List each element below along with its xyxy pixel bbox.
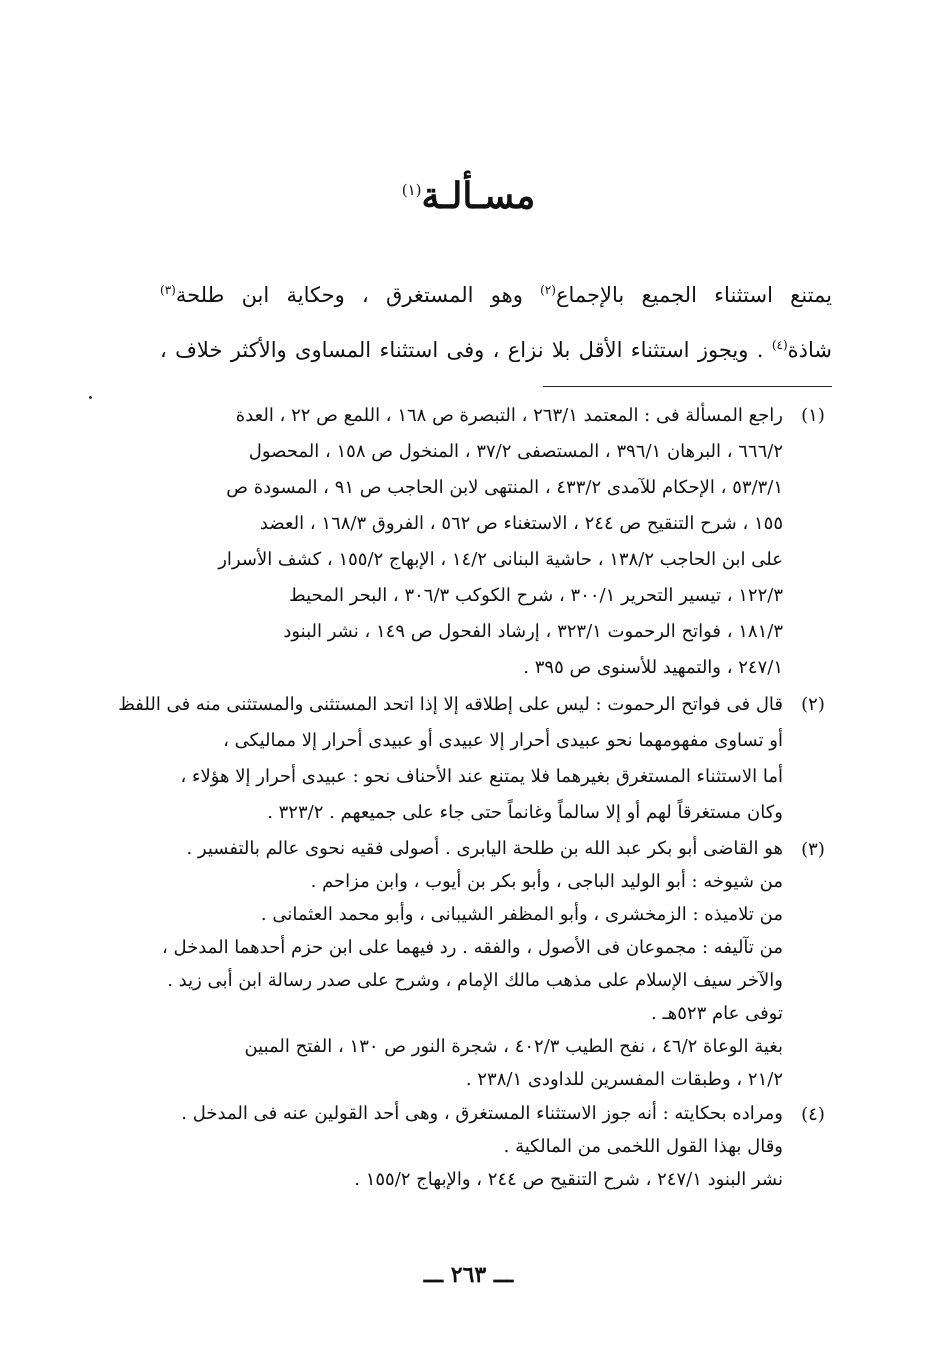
footnote-line: راجع المسألة فى : المعتمد ٢٦٣/١ ، التبصرة ص ١٦٨ ، اللمع ص ٢٢ ، العدة: [235, 405, 783, 426]
footnote-line: ٢٤٧/١ ، والتمهيد للأسنوى ص ٣٩٥ .: [523, 657, 783, 678]
footnote-line: ١٥٥ ، شرح التنقيح ص ٢٤٤ ، الاستغناء ص ٥٦٢ ، الفروق ١٦٨/٣ ، العضد: [259, 513, 783, 534]
footnote-2: [105, 687, 835, 831]
main-text-segment: شاذة: [787, 338, 832, 362]
footnote-line: ١٨١/٣ ، فواتح الرحموت ٣٢٣/١ ، إرشاد الفحول ص ١٤٩ ، نشر البنود: [283, 621, 783, 642]
footnotes: [105, 398, 835, 1197]
section-title-footnote-ref: (١): [401, 181, 422, 199]
footnote-line: من تآليفه : مجموعان فى الأصول ، والفقه . رد فيهما على ابن حزم أحدهما المدخل ،: [161, 937, 783, 958]
footnote-line: هو القاضى أبو بكر عبد الله بن طلحة اليابرى . أصولى فقيه نحوى عالم بالتفسير .: [186, 838, 783, 859]
footnote-ref-4: (٤): [771, 338, 788, 352]
footnote-line: بغية الوعاة ٤٦/٢ ، نفح الطيب ٤٠٢/٣ ، شجرة النور ص ١٣٠ ، الفتح المبين: [244, 1036, 783, 1057]
footnote-line: أو تساوى مفهومهما نحو عبيدى أحرار إلا عبيدى أو عبيدى أحرار إلا مماليكى ،: [223, 730, 783, 751]
footnote-number: (٢): [801, 694, 825, 715]
footnote-number: (١): [801, 405, 825, 426]
footnote-line: قال فى فواتح الرحموت : ليس على إطلاقه إلا إذا اتحد المستثنى والمستثنى منه فى اللفظ: [118, 694, 783, 715]
footnote-line: ١٢٢/٣ ، تيسير التحرير ٣٠٠/١ ، شرح الكوكب ٣٠٦/٣ ، البحر المحيط: [288, 585, 783, 606]
section-title-text: مسـألـة: [421, 175, 536, 217]
main-paragraph-line-1: [160, 265, 832, 320]
section-title: [0, 175, 937, 217]
footnote-line: من شيوخه : أبو الوليد الباجى ، وأبو بكر بن أيوب ، وابن مزاحم .: [310, 871, 783, 892]
footnote-separator: [543, 386, 832, 387]
page-speck: [89, 396, 92, 399]
footnote-line: ٢١/٢ ، وطبقات المفسرين للداودى ٢٣٨/١ .: [465, 1069, 783, 1090]
footnote-1: [105, 398, 835, 686]
footnote-line: توفى عام ٥٢٣هـ .: [651, 1003, 783, 1024]
footnote-line: ٥٣/٣/١ ، الإحكام للآمدى ٤٣٣/٢ ، المنتهى لابن الحاجب ص ٩١ ، المسودة ص: [226, 477, 783, 498]
footnote-ref-2: (٢): [540, 283, 556, 297]
footnote-line: على ابن الحاجب ١٣٨/٢ ، حاشية البنانى ١٤/٢ ، الإبهاج ١٥٥/٢ ، كشف الأسرار: [218, 549, 783, 570]
footnote-line: ومراده بحكايته : أنه جوز الاستثناء المستغرق ، وهى أحد القولين عنه فى المدخل .: [181, 1103, 783, 1124]
footnote-line: والآخر سيف الإسلام على مذهب مالك الإمام ، وشرح على صدر رسالة ابن أبى زيد .: [167, 970, 783, 991]
footnote-line: من تلاميذه : الزمخشرى ، وأبو المظفر الشيبانى ، وأبو محمد العثمانى .: [260, 904, 783, 925]
footnote-ref-3: (٣): [160, 283, 176, 297]
main-text-segment: . ويجوز استثناء الأقل بلا نزاع ، وفى استثناء المساوى والأكثر خلاف ،: [160, 338, 772, 362]
main-text-segment: وهو المستغرق ، وحكاية ابن طلحة: [175, 283, 541, 307]
footnote-number: (٤): [801, 1104, 825, 1125]
page-number: ـــ ٢٦٣ ـــ: [423, 1262, 514, 1288]
footnote-line: وقال بهذا القول اللخمى من المالكية .: [503, 1136, 783, 1157]
main-paragraph: [160, 265, 832, 375]
footnote-3: [105, 832, 835, 1096]
main-paragraph-line-2: [160, 320, 832, 375]
footnote-line: نشر البنود ٢٤٧/١ ، شرح التنقيح ص ٢٤٤ ، والإبهاج ١٥٥/٢ .: [354, 1169, 783, 1190]
footnote-4: [105, 1097, 835, 1196]
footnote-line: وكان مستغرقاً لهم أو إلا سالماً وغانماً حتى جاء على جميعهم . ٣٢٣/٢ .: [267, 802, 783, 823]
footnote-number: (٣): [801, 839, 825, 860]
main-text-segment: يمتنع استثناء الجميع بالإجماع: [555, 283, 832, 307]
footnote-line: ٦٦٦/٢ ، البرهان ٣٩٦/١ ، المستصفى ٣٧/٢ ، المنخول ص ١٥٨ ، المحصول: [248, 441, 783, 462]
footnote-line: أما الاستثناء المستغرق بغيرهما فلا يمتنع عند الأحناف نحو : عبيدى أحرار إلا هؤلاء ،: [180, 766, 783, 787]
